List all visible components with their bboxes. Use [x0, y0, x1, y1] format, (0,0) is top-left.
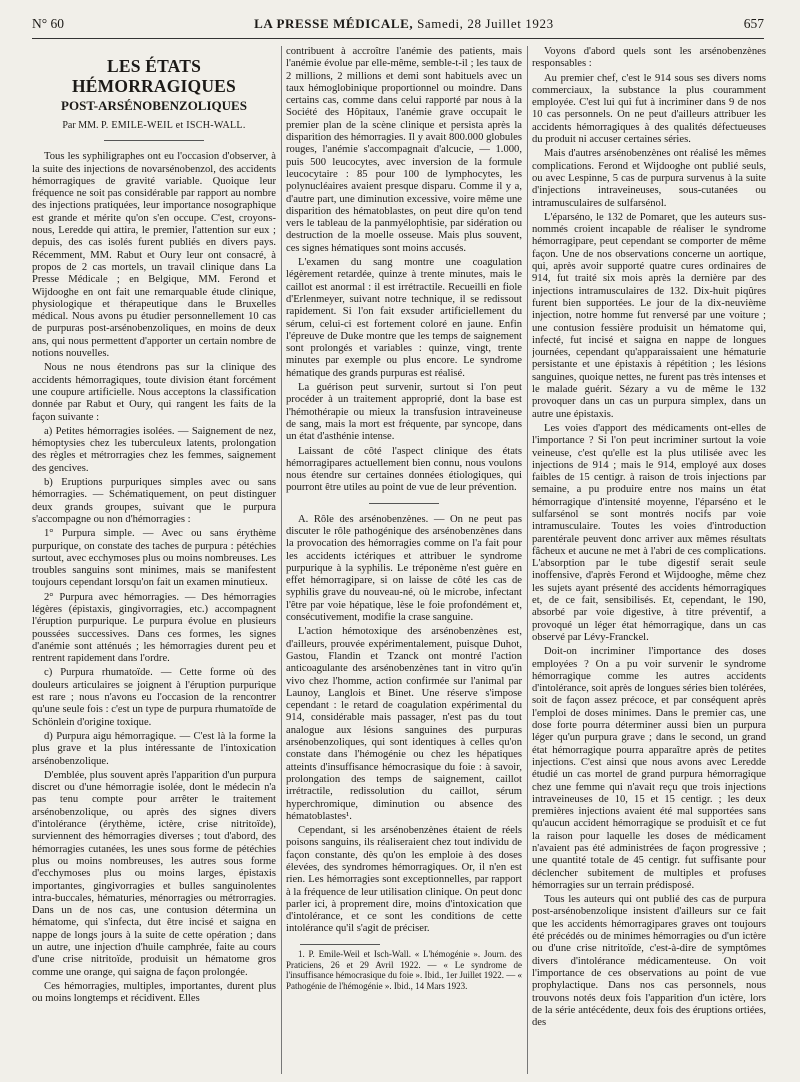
column-1	[32, 46, 276, 1076]
paragraph: L'action hémotoxique des arsénobenzènes est, d'ailleurs, prouvée expérimentalement, puisque Duhot, Gastou, Flandin et Tzanck ont montré l'action anticoagulante des arsénobenzènes tant in vitro qu'in vivo chez l'homme, action confirmée sur l'animal par Launoy, Langlois et Binet. Une réserve s'impose cependant : le retard de coagulation expérimental du 914, considérable mais passager, n'est pas du tout analogue aux lésions sanguines des purpuras arsénobenzoliques, qui sont identiques à celles qu'on constate dans l'hémogénie ou chez les hépatiques atteints d'insuffisance hémocrasique du foie : à savoir, prolongation des temps de saignement, caillot irrétractile, redissolution du caillot, sérum hyperchromique, diminution ou absence des hématoblastes¹.	[286, 626, 522, 822]
footnote: 1. P. Emile-Weil et Isch-Wall. « L'hémogénie ». Journ. des Praticiens, 26 et 29 Avril 1922. — « Le syndrome de l'insuffisance hémocrasique du foie ». Ibid., 1er Juillet 1922. — « Pathogénie de l'hémogénie ». Ibid., 14 Mars 1923.	[286, 948, 522, 992]
paragraph: Tous les syphiligraphes ont eu l'occasion d'observer, à la suite des injections de novarsénobenzol, des accidents hémorragiques de gravité variable. Quoique leur fréquence ne soit pas considérable par rapport au nombre des injections pratiquées, leur importance nosographique est grande et mérite qu'on s'en occupe. C'est, croyons-nous, Leredde qui attira, le premier, l'attention sur eux ; depuis, des cas isolés furent publiés en divers pays. Récemment, MM. Rabut et Oury leur ont consacré, à propos de 2 cas mortels, un travail clinique dans La Presse Médicale ; en Belgique, MM. Ferond et Wijdooghe en ont fait une remarquable étude clinique, physiologique et thérapeutique dans le Bruxelles médical. Nous avons pu étudier personnellement 10 cas de purpuras post-arsénobenzoliques, en moins de deux ans, qui nous permettent d'apporter un certain nombre de notions nouvelles.	[32, 151, 276, 360]
running-head	[254, 16, 554, 32]
paragraph: Au premier chef, c'est le 914 sous ses divers noms commerciaux, la substance la plus couramment employée. C'est lui qui fut à incriminer dans 9 de nos 10 cas personnels. On ne peut d'ailleurs attribuer les accidents hémorragiques à des qualités défectueuses du produit ni accuser certaines séries.	[532, 72, 766, 146]
paragraph: Tous les auteurs qui ont publié des cas de purpura post-arsénobenzolique insistent d'ailleurs sur ce fait que les accidents hémorragipares graves ont toujours été précédés ou de minimes hémorragies ou d'un ictère ou d'une crise nitritoïde, c'est-à-dire de symptômes divers d'intolérance médicamenteuse. On voit l'importance de ces observations au point de vue prophylactique. Dans nos cas personnels, nous trouvons notés deux fois l'apparition d'un ictère, lors de la série antécédente, deux fois des éruptions ortiées, des	[532, 894, 766, 1029]
footnote-rule	[300, 944, 380, 945]
section-paragraph: A. Rôle des arsénobenzènes. — On ne peut pas discuter le rôle pathogénique des arsénobenzènes dans la provocation des hémorragies comme on l'a fait pour les accidents ictériques et attribuer le syndrome purpurique à la syphilis. Le tréponème n'est guère en effet hémorragipare, si on laisse de côté les cas de syphilis grave du nouveau-né, où le microbe, infectant l'être par voie hépatique, lèse le foie profondément et, consécutivement, modifie la crase sanguine.	[286, 513, 522, 624]
column-divider	[527, 46, 528, 1074]
paragraph: L'examen du sang montre une coagulation légèrement retardée, quinze à trente minutes, mais le caillot est anormal : il est irrétractile. Recueilli en fiole d'Erlenmeyer, suivant notre technique, il se redissout rapidement. Si l'on fait exsuder artificiellement du sérum, celui-ci est fortement coloré en jaune. Enfin l'épreuve de Duke montre que les temps de saignement sont prolongés et variables : quinze, vingt, trente minutes par exemple ou plus encore. Le syndrome hématique des grands purpuras est réalisé.	[286, 257, 522, 379]
column-3	[532, 46, 766, 1076]
issue-date: Samedi, 28 Juillet 1923	[417, 16, 554, 31]
issue-number: N° 60	[32, 16, 65, 31]
paragraph: La guérison peut survenir, surtout si l'on peut procéder à un traitement approprié, dont la base est l'hémothérapie ou mieux la transfusion intraveineuse de sang, mais la mort est fréquente, par syncope, dans un état d'asthénie intense.	[286, 382, 522, 443]
paragraph: contribuent à accroître l'anémie des patients, mais l'anémie évolue par elle-même, semble-t-il ; les taux de 2 millions, 2 millions et demi sont habituels avec un taux hémoglobinique proportionnel ou moindre. Dans certains cas, comme dans celui rapporté par nous à la Société des Hôpitaux, l'anémie grave occupait le premier plan de la scène clinique et persista après la disparition des hémorragies. Il y avait 800.000 globules rouges, l'anémie s'accompagnait d'alcucie, — 1.000, puis 500 leucocytes, avec inversion de la formule leucocytaire : 85 pour 100 de lymphocytes, les polynucléaires avaient presque disparu. Comme il y a, d'autre part, une diminution excessive, voire même une disparition des hématoblastes, on peut dire qu'on tend vers le tableau de la panmyélophtisie, par sidération ou destruction de la moelle osseuse. Mais plus souvent, ces signes hématiques sont moins accusés.	[286, 46, 522, 254]
paragraph: b) Eruptions purpuriques simples avec ou sans hémorragies. — Schématiquement, on peut distinguer deux grands groupes, suivant que le purpura s'accompagne ou non d'hémorragies :	[32, 477, 276, 525]
paragraph: a) Petites hémorragies isolées. — Saignement de nez, hémoptysies chez les tuberculeux latents, prolongation des règles et métrorragies chez les femmes, saignement des gencives.	[32, 425, 276, 474]
journal-name: LA PRESSE MÉDICALE,	[254, 16, 414, 31]
section-rule	[369, 503, 439, 504]
authors: P. EMILE-WEIL et ISCH-WALL.	[100, 120, 246, 131]
paragraph: Nous ne nous étendrons pas sur la clinique des accidents hémorragiques, toute division étant forcément une coupure artificielle. Nous acceptons la classification donnée par Rabut et Oury, qui rangent les faits de la façon suivante :	[32, 362, 276, 423]
paragraph: D'emblée, plus souvent après l'apparition d'un purpura discret ou d'une hémorragie isolée, dont le médecin n'a pas tenu compte pour arrêter le traitement arsénobenzolique, ou après des signes divers d'intolérance (érythème, ictère, crise nitritoïde), surviennent des hémorragies diverses ; tout d'abord, des hémorragies cutanées, les unes sous forme de pétéchies plus ou moins nombreuses, les autres sous forme d'ecchymoses plus ou moins larges, épistaxis importantes, gingivorragies et bulles sanguinolentes intra-buccales, hématuries, ménorragies ou métrorragies. Dans un de nos cas, une contusion détermina un hématome, qui s'infecta, dut être incisé et saigna en nappe de longs jours à la suite de cette opération ; dans un autre, une injection d'huile camphrée, faite au cours d'une crise nitritoïde, produisit un hématome gros comme une orange, qui saigna de façon prolongée.	[32, 769, 276, 978]
article-subtitle: POST-ARSÉNOBENZOLIQUES	[61, 98, 247, 113]
paragraph: Doit-on incriminer l'importance des doses employées ? On a pu voir survenir le syndrome hémorragique comme les autres accidents d'intolérance, soit après de longues séries bien tolérées, soit de façon assez précoce, et par conséquent après l'emploi de doses minimes. Dans le premier cas, une dose forte pourra déterminer aussi bien un purpura léger qu'un purpura grave ; dans le second, un grand état hémorragique pourra apparaître après de petites injections. C'est ainsi que nous avons avec Leredde étudié un cas mortel de grand purpura hémorragique chez une femme qui n'avait reçu que trois injections intraveineuses de 10, 15 et 15 centigr. ; les deux premières injections avaient été mal supportées sans qu'aucun accident hémorragique se produisît et ce fut la raison pour laquelle les doses de médicament n'avaient pas été administrées de façon progressive ; une quantité totale de 45 centigr. fut suffisante pour déclencher subitement de multiples et profuses hémorragies sur un terrain prédisposé.	[532, 646, 766, 891]
title-rule	[104, 140, 204, 141]
page-number: 657	[743, 16, 764, 31]
column-divider	[281, 46, 282, 1074]
paragraph: Voyons d'abord quels sont les arsénobenzènes responsables :	[532, 46, 766, 70]
byline-prefix: Par MM.	[62, 120, 99, 131]
paragraph: 1° Purpura simple. — Avec ou sans érythème purpurique, on constate des taches de purpura : pétéchies surtout, avec ecchymoses plus ou moins nombreuses. Les troubles sanguins sont minimes, mais se manifestent toujours cependant lorsqu'on fait un examen minutieux.	[32, 528, 276, 589]
paragraph: Ces hémorragies, multiples, importantes, durent plus ou moins longtemps et récidivent. Elles	[32, 980, 276, 1005]
paragraph: L'éparséno, le 132 de Pomaret, que les auteurs sus-nommés croient incapable de réaliser le syndrome hémorragipare, peut cependant se comporter de même façon. Une de nos observations concerne un aortique, qui, après avoir supporté quatre cures ordinaires de 914, fut traité six mois après la dernière par des injections intramusculaires de 132. Dix-huit piqûres furent bien supportées. Le jour de la dix-neuvième injection, notre homme fut renversé par une voiture ; une contusion fessière produisit un hématome qui, infecté, fut incisé et saigna en nappe de longues journées, cependant qu'apparaissaient une hématurie persistante et une épistaxis à répétition ; les lésions sanguines, quoique nettes, ne furent pas très intenses et le malade guérit. Sézary a vu de même le 132 provoquer dans un cas un purpura simplex, dans un autre une épistaxis.	[532, 211, 766, 420]
paragraph: Laissant de côté l'aspect clinique des états hémorragipares actuellement bien connu, nous voulons nous étendre sur certaines données étiologiques, qui pourront être utiles au point de vue de leur prévention.	[286, 445, 522, 494]
paragraph: c) Purpura rhumatoïde. — Cette forme où des douleurs articulaires se joignent à l'éruption purpurique est rare ; nous n'avons eu l'occasion de la rencontrer qu'une seule fois : c'est un type de purpura rhumatoïde de Schönlein d'origine toxique.	[32, 667, 276, 728]
column-2	[286, 46, 522, 1076]
paragraph: Les voies d'apport des médicaments ont-elles de l'importance ? Si l'on peut incriminer surtout la voie veineuse, c'est qu'elle est la plus utilisée avec les injections de 914 ; mais le 914, employé aux doses faibles de 15 centigr. à raison de trois injections par semaine, a pu produire entre nos mains un état hémorragique d'intensité moyenne, l'éparséno et le sulfarsénol se sont montrés nocifs par voie intramusculaire. Toutes les voies d'introduction parentérale peuvent donc arriver aux mêmes résultats fâcheux et aucune ne met à l'abri de ces complications. L'absorption par le tube digestif serait seule inoffensive, d'après Ferond et Wijdooghe, même chez les sujets ayant présenté des accidents hémorragiques et, de ce fait, sensibilisés. Et, cependant, le 190, absorbé par voie digestive, à titre préventif, a provoqué un léger état hémorragique, dans un cas observé par Lévy-Franckel.	[532, 422, 766, 643]
page-header	[32, 16, 764, 36]
header-rule	[32, 38, 764, 39]
paragraph: Mais d'autres arsénobenzènes ont réalisé les mêmes complications. Ferond et Wijdooghe ont publié seuls, ou avec Lespinne, 5 cas de purpura survenus à la suite d'injections intraveineuses, sous-cutanées ou intramusculaires de sulfarsénol.	[532, 148, 766, 209]
paragraph: d) Purpura aigu hémorragique. — C'est là la forme la plus grave et la plus intéressante de l'intoxication arsénobenzolique.	[32, 730, 276, 767]
article-title: LES ÉTATS HÉMORRAGIQUES	[71, 56, 236, 96]
paragraph: 2° Purpura avec hémorragies. — Des hémorragies légères (épistaxis, gingivorragies, etc.) accompagnent l'éruption purpurique. Le purpura évolue en plusieurs poussées successives. Dans ces formes, les signes d'anémie sont atténués ; les hémorragies durent peu et rentrent rapidement dans l'ordre.	[32, 591, 276, 665]
byline	[32, 120, 276, 132]
paragraph: Cependant, si les arsénobenzènes étaient de réels poisons sanguins, ils réaliseraient chez tout individu de façon constante, dès qu'on les emploie à des doses élevées, des syndromes hémorragiques. Or, il n'en est rien. Les hémorragies sont exceptionnelles, par rapport à la fréquence de leur utilisation clinique. On peut donc parler ici, à proprement dire, moins d'intoxication que d'intolérance, et ce sont les conditions de cette intolérance qu'il s'agit de préciser.	[286, 825, 522, 935]
